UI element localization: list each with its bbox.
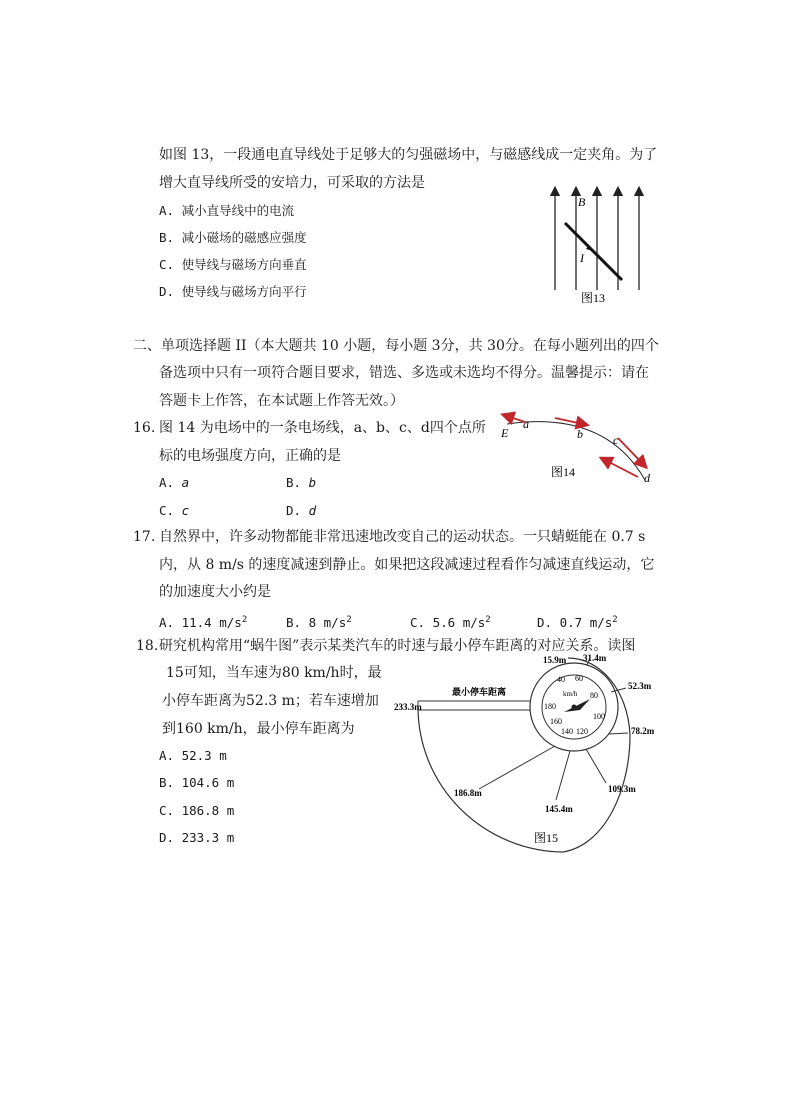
q18-option-d[interactable]: D. 233.3 m xyxy=(159,830,235,845)
option-letter: C. xyxy=(410,615,426,631)
option-letter: B. xyxy=(286,475,302,490)
distance-15-9: 15.9m xyxy=(543,655,567,665)
radial-line xyxy=(586,749,606,783)
gauge-hub xyxy=(572,705,577,710)
q16-option-d[interactable] xyxy=(286,502,316,520)
option-value: 11.4 m/s xyxy=(181,615,242,631)
section2-heading-line1: 二、单项选择题 II（本大题共 10 小题，每小题 3分，共 30分。在每小题列出的四个 xyxy=(133,338,659,354)
radial-line xyxy=(556,751,570,800)
q16-number: 16. xyxy=(133,420,156,436)
q17-option-a[interactable] xyxy=(159,611,247,632)
q17-option-d[interactable] xyxy=(537,611,618,632)
option-exponent: 2 xyxy=(241,615,248,625)
radial-line xyxy=(479,746,555,789)
q15-option-c[interactable]: C. 使导线与磁场方向垂直 xyxy=(159,257,307,272)
speed-100: 100 xyxy=(593,712,605,721)
q16-option-b[interactable] xyxy=(286,474,316,492)
label-a: a xyxy=(523,417,529,431)
option-value: 8 m/s xyxy=(308,615,347,631)
q18-number: 18. xyxy=(136,638,159,654)
distance-78-2: 78.2m xyxy=(631,726,655,736)
q15-stem-line2: 增大直导线所受的安培力，可采取的方法是 xyxy=(159,175,425,191)
unit-label: km/h xyxy=(563,690,578,698)
q16-stem-line1: 图 14 为电场中的一条电场线，a、b、c、d四个点所 xyxy=(159,420,486,436)
current-wire xyxy=(565,223,622,280)
q18-stem-line3: 小停车距离为52.3 m；若车速增加 xyxy=(162,693,379,709)
band-label: 最小停车距离 xyxy=(452,687,507,697)
speed-120: 120 xyxy=(576,727,588,736)
figure-14-electric-field-line xyxy=(495,400,665,490)
q15-option-b[interactable]: B. 减小磁场的磁感应强度 xyxy=(159,230,307,245)
radial-line xyxy=(609,733,628,734)
option-value: c xyxy=(181,503,190,518)
option-letter: D. xyxy=(286,503,302,518)
option-value: a xyxy=(181,475,190,490)
distance-186-8: 186.8m xyxy=(454,788,482,798)
distance-233-3: 233.3m xyxy=(394,702,422,712)
option-letter: C. xyxy=(159,503,175,518)
q17-option-c[interactable] xyxy=(410,611,491,632)
figure-13-magnetic-field xyxy=(540,185,650,310)
q15-option-d[interactable]: D. 使导线与磁场方向平行 xyxy=(159,284,307,299)
q17-stem-line2: 内，从 8 m/s 的速度减速到静止。如果把这段减速过程看作匀减速直线运动，它 xyxy=(159,557,655,573)
option-value: b xyxy=(308,475,317,490)
option-exponent: 2 xyxy=(346,615,352,625)
figure-15-snail-chart xyxy=(390,650,690,850)
speed-180: 180 xyxy=(544,702,556,711)
label-i: I xyxy=(580,251,584,265)
label-b: b xyxy=(577,427,583,441)
distance-31-4: 31.4m xyxy=(583,653,607,663)
q15-stem-line1: 如图 13，一段通电直导线处于足够大的匀强磁场中，与磁感线成一定夹角。为了 xyxy=(159,147,658,163)
q16-stem-line2: 标的电场强度方向，正确的是 xyxy=(159,448,341,464)
option-letter: B. xyxy=(286,615,302,631)
q17-stem-line1: 自然界中，许多动物都能非常迅速地改变自己的运动状态。一只蜻蜓能在 0.7 s xyxy=(159,529,646,545)
option-exponent: 2 xyxy=(612,615,618,625)
option-letter: A. xyxy=(159,475,175,490)
speed-80: 80 xyxy=(590,691,598,700)
figure-13-caption: 图13 xyxy=(581,291,606,305)
q17-stem-line3: 的加速度大小约是 xyxy=(159,584,271,600)
option-letter: A. xyxy=(159,615,175,631)
label-b: B xyxy=(578,195,586,209)
option-value: 5.6 m/s xyxy=(432,615,486,631)
distance-52-3: 52.3m xyxy=(628,681,652,691)
speed-160: 160 xyxy=(550,717,562,726)
q18-stem-line2: 15可知，当车速为80 km/h时，最 xyxy=(166,665,382,681)
q18-stem-line4: 到160 km/h，最小停车距离为 xyxy=(162,721,355,737)
label-e: E xyxy=(501,426,509,440)
figure-15-caption: 图15 xyxy=(534,831,559,845)
q16-option-c[interactable] xyxy=(159,502,189,520)
q18-option-a[interactable]: A. 52.3 m xyxy=(159,748,227,763)
q18-option-b[interactable]: B. 104.6 m xyxy=(159,775,235,790)
figure-14-caption: 图14 xyxy=(551,465,576,479)
q18-stem-line1: 研究机构常用“蜗牛图”表示某类汽车的时速与最小停车距离的对应关系。读图 xyxy=(159,638,636,654)
distance-145-4: 145.4m xyxy=(545,804,573,814)
option-value: 0.7 m/s xyxy=(559,615,613,631)
option-letter: D. xyxy=(537,615,553,631)
section2-heading-line2: 备选项中只有一项符合题目要求，错选、多选或未选均不得分。温馨提示：请在 xyxy=(159,365,649,381)
option-value: d xyxy=(308,503,317,518)
q17-number: 17. xyxy=(133,529,156,545)
speed-60: 60 xyxy=(575,674,583,683)
q15-option-a[interactable]: A. 减小直导线中的电流 xyxy=(159,203,295,218)
speed-140: 140 xyxy=(561,727,573,736)
q17-option-b[interactable] xyxy=(286,611,352,632)
distance-109-3: 109.3m xyxy=(608,784,636,794)
speed-40: 40 xyxy=(557,675,565,684)
label-c: c xyxy=(613,433,619,447)
q16-option-a[interactable] xyxy=(159,474,189,492)
label-d: d xyxy=(644,471,650,485)
section2-heading-line3: 答题卡上作答，在本试题上作答无效。） xyxy=(159,393,404,409)
option-exponent: 2 xyxy=(485,615,491,625)
q18-option-c[interactable]: C. 186.8 m xyxy=(159,803,235,818)
